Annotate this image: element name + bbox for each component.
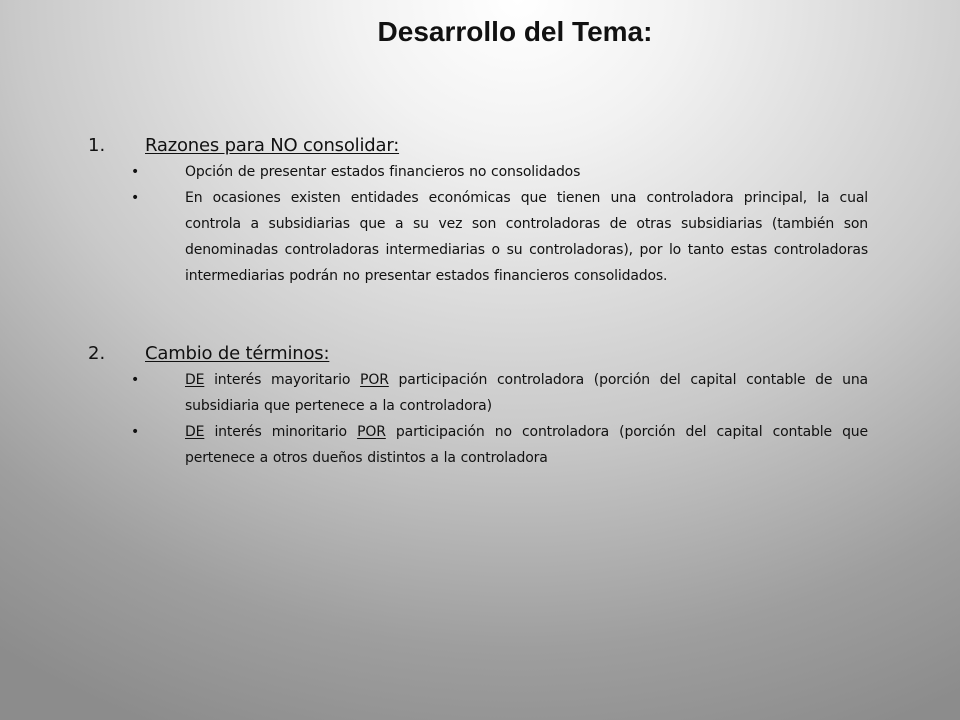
to-term: participación controladora (porción del capital contable de una subsidiaria que pertenece a la controladora): [185, 372, 868, 414]
bullet-icon: •: [131, 164, 140, 180]
section-title: Cambio de términos:: [145, 343, 330, 364]
bullet-text: Opción de presentar estados financieros no consolidados: [185, 164, 581, 180]
de-keyword: DE: [185, 424, 205, 440]
bullet-list: [88, 159, 868, 289]
to-term: participación no controladora (porción del capital contable que pertenece a otros dueños distintos a la controladora: [185, 424, 868, 466]
list-item: [88, 419, 868, 471]
list-item: [88, 159, 868, 185]
de-keyword: DE: [185, 372, 205, 388]
list-item: [88, 185, 868, 289]
por-keyword: POR: [357, 424, 386, 440]
page-title: Desarrollo del Tema:: [377, 16, 653, 47]
bullet-text: En ocasiones existen entidades económicas que tienen una controladora principal, la cual controla a subsidiarias que a su vez son controladoras de otras subsidiarias (también son denominadas controladoras intermediarias o su controladoras), por lo tanto estas controladoras intermediarias podrán no presentar estados financieros consolidados.: [185, 190, 868, 284]
list-item: [88, 367, 868, 419]
section-title: Razones para NO consolidar:: [145, 135, 400, 156]
por-keyword: POR: [360, 372, 389, 388]
bullet-list: [88, 367, 868, 471]
section-razones-no-consolidar: [88, 133, 868, 289]
section-cambio-terminos: [88, 341, 868, 471]
bullet-icon: •: [131, 372, 140, 388]
section-number: 1.: [88, 135, 106, 156]
from-term: interés minoritario: [214, 424, 347, 440]
section-heading: [88, 133, 868, 159]
bullet-icon: •: [131, 424, 140, 440]
section-heading: [88, 341, 868, 367]
bullet-icon: •: [131, 190, 140, 206]
from-term: interés mayoritario: [214, 372, 351, 388]
section-number: 2.: [88, 343, 106, 364]
